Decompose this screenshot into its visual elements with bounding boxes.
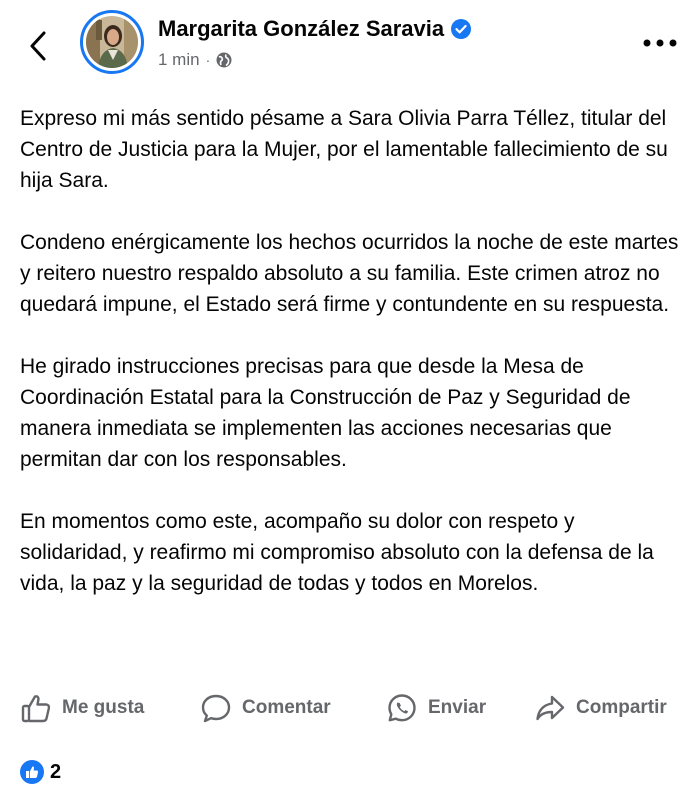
post-paragraph: He girado instrucciones precisas para que desde la Mesa de Coordinación Estatal para la Construcción de Paz y Seguridad de manera inmediata se implementen las acciones necesarias que permitan dar con los responsables. (20, 355, 631, 471)
post-text (20, 103, 682, 630)
back-button[interactable] (22, 26, 54, 66)
post-paragraph: Condeno enérgicamente los hechos ocurridos la noche de este martes y reitero nuestro respaldo absoluto a su familia. Este crimen atroz no quedará impune, el Estado será firme y contundente en su respuesta. (20, 231, 679, 316)
avatar-photo (86, 16, 138, 68)
avatar[interactable] (80, 10, 144, 74)
post-meta (158, 50, 232, 70)
comment-button[interactable] (200, 688, 331, 728)
timestamp[interactable]: 1 min (158, 50, 200, 69)
author-name[interactable]: Margarita González Saravia (158, 16, 445, 41)
action-bar (0, 688, 700, 728)
post-paragraph: Expreso mi más sentido pésame a Sara Olivia Parra Téllez, titular del Centro de Justicia para la Mujer, por el lamentable fallecimiento de su hija Sara. (20, 107, 668, 192)
reaction-count: 2 (50, 760, 62, 783)
verified-badge-icon (451, 19, 471, 39)
more-options-button[interactable] (640, 28, 680, 58)
globe-icon (216, 52, 232, 68)
like-button[interactable] (20, 688, 144, 728)
send-label: Enviar (428, 697, 487, 718)
share-button[interactable] (534, 688, 667, 728)
whatsapp-icon (386, 692, 418, 724)
thumbs-up-icon (20, 692, 52, 724)
meta-separator: · (205, 52, 211, 68)
share-arrow-icon (534, 692, 566, 724)
send-button[interactable] (386, 688, 486, 728)
post-paragraph: En momentos como este, acompaño su dolor con respeto y solidaridad, y reafirmo mi compromiso absoluto con la defensa de la vida, la paz y la seguridad de todas y todos en Morelos. (20, 510, 654, 595)
chevron-left-icon (28, 30, 48, 62)
like-reaction-icon (20, 760, 44, 784)
reaction-summary[interactable] (20, 759, 61, 785)
share-label: Compartir (576, 697, 667, 718)
author-name-row[interactable] (158, 16, 471, 42)
comment-label: Comentar (242, 697, 331, 718)
post-header (0, 0, 700, 90)
comment-icon (200, 692, 232, 724)
more-horizontal-icon (643, 39, 677, 47)
like-label: Me gusta (62, 697, 145, 718)
